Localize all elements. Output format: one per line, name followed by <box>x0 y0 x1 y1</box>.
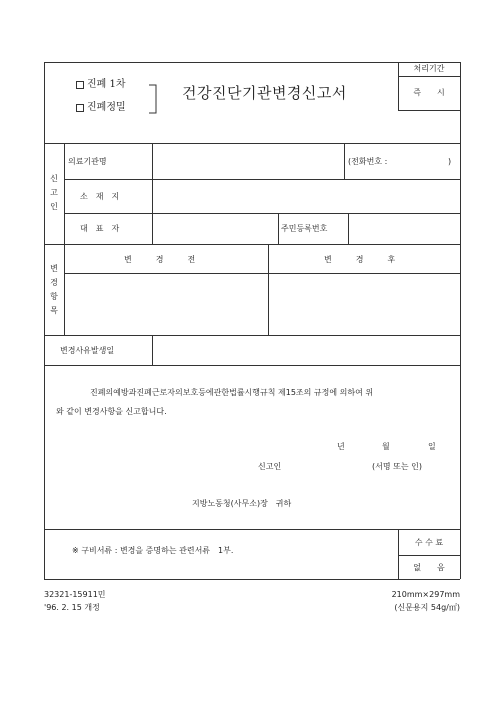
checkbox-icon <box>76 81 84 89</box>
before-change-label: 변 경 전 <box>124 255 196 264</box>
representative-field[interactable] <box>153 214 277 243</box>
addressee: 지방노동청(사무소)장 귀하 <box>192 499 292 508</box>
representative-label: 대 표 자 <box>80 224 120 233</box>
checkbox2-label: 진폐정밀 <box>87 102 126 113</box>
location-field[interactable] <box>153 180 459 212</box>
form-code: 32321-15911민 <box>44 590 106 599</box>
checkbox-icon <box>76 104 84 112</box>
after-change-field[interactable] <box>269 274 459 334</box>
reporter-signature-label: 신고인 <box>258 462 282 471</box>
resident-number-field[interactable] <box>349 214 459 243</box>
page-title: 건강진단기관변경신고서 <box>182 84 347 102</box>
paper-type: (신문용지 54g/㎡) <box>394 603 460 612</box>
signature-hint: (서명 또는 인) <box>372 462 422 471</box>
fee-label: 수 수 료 <box>414 538 444 547</box>
bracket-icon <box>147 84 159 114</box>
processing-period-label: 처리기간 <box>413 64 445 73</box>
checkbox-jinpye-jeongmil[interactable] <box>76 103 126 113</box>
paper-size: 210mm×297mm <box>391 590 460 599</box>
processing-period-value: 즉 시 <box>413 88 445 97</box>
checkbox-jinpye-1cha[interactable] <box>76 80 126 90</box>
institution-name-label: 의료기관명 <box>68 157 107 166</box>
after-change-label: 변 경 후 <box>324 255 396 264</box>
location-label: 소 재 지 <box>80 192 120 201</box>
date-month-label: 월 <box>382 442 390 451</box>
change-section-label: 변 경 항 목 <box>50 264 58 315</box>
date-year-label: 년 <box>337 442 345 451</box>
statement-line-1: 진폐의예방과진폐근로자의보호등에관한법률시행규칙 제15조의 규정에 의하여 위 <box>90 388 374 397</box>
phone-close-paren: ) <box>448 157 452 166</box>
resident-number-label: 주민등록번호 <box>281 224 328 233</box>
reason-date-label: 변경사유발생일 <box>60 346 115 355</box>
phone-label: (전화번호 : <box>348 157 388 166</box>
statement-line-2: 와 같이 변경사항을 신고합니다. <box>56 407 167 416</box>
institution-name-field[interactable] <box>153 144 343 178</box>
required-documents-note: ※ 구비서류 : 변경을 증명하는 관련서류 1부. <box>72 546 234 555</box>
fee-value: 없 음 <box>413 563 445 572</box>
revision-date: '96. 2. 15 개정 <box>44 603 100 612</box>
before-change-field[interactable] <box>65 274 267 334</box>
reason-date-field[interactable] <box>153 336 459 364</box>
checkbox1-label: 진폐 1차 <box>87 79 126 90</box>
date-day-label: 일 <box>428 442 436 451</box>
reporter-section-label: 신 고 인 <box>50 174 58 211</box>
